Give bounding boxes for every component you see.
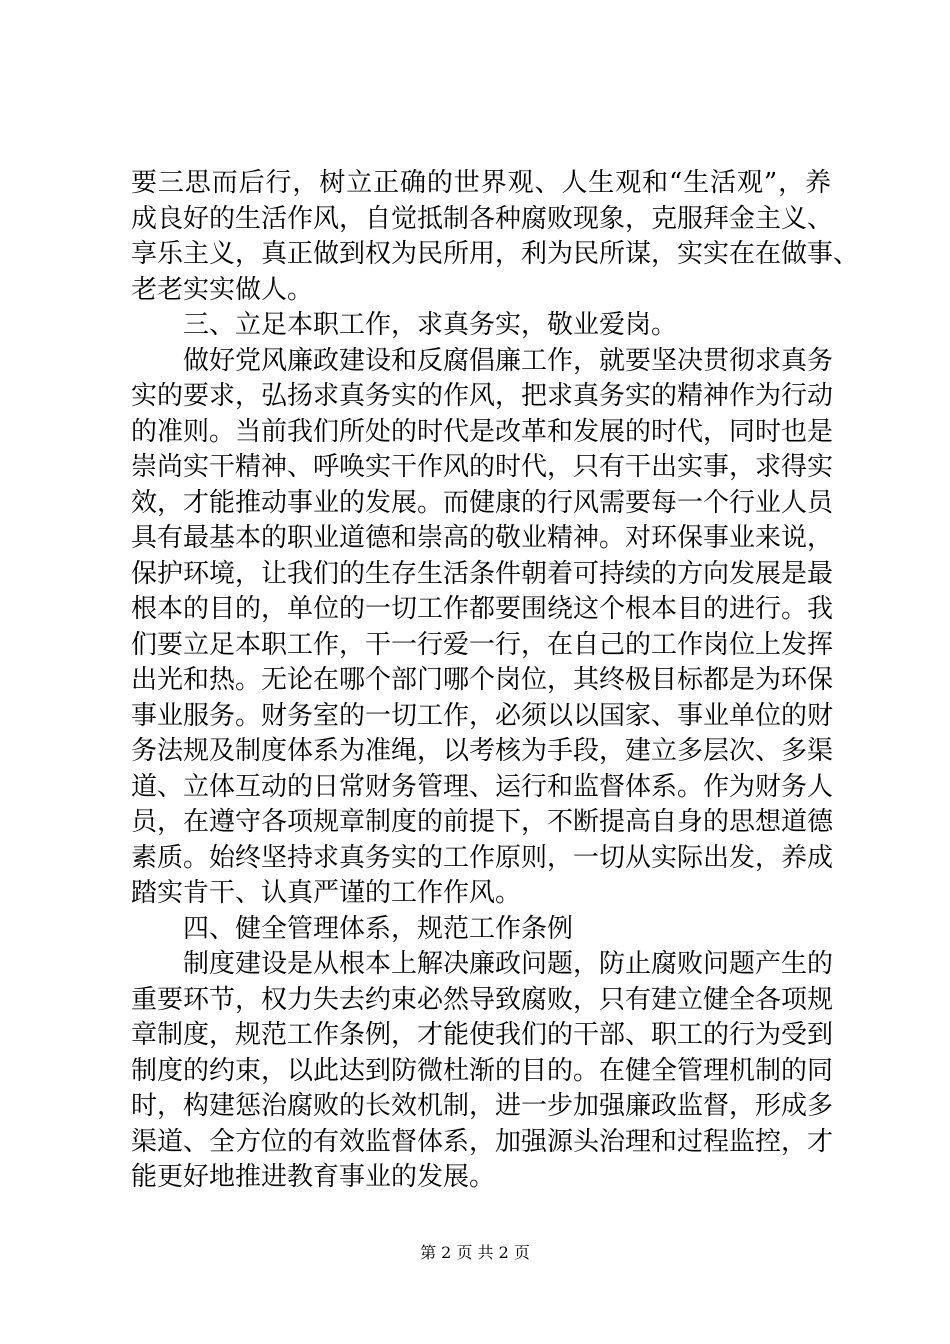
page-footer: 第 2 页 共 2 页 [420,1243,530,1262]
text-line: 务法规及制度体系为准绳，以考核为手段，建立多层次、多渠 [131,736,834,766]
body-text [131,166,860,1196]
text-line: 四、健全管理体系，规范工作条例 [183,913,574,944]
text-line: 时，构建惩治腐败的长效机制，进一步加强廉政监督，形成多 [131,1091,834,1121]
text-line: 老老实实做人。 [131,274,314,305]
text-line: 效，才能推动事业的发展。而健康的行风需要每一个行业人员 [131,487,834,518]
text-line: 们要立足本职工作，干一行爱一行，在自己的工作岗位上发挥 [131,629,834,660]
text-line: 素质。始终坚持求真务实的工作原则，一切从实际出发，养成 [131,842,834,873]
text-line: 渠道、全方位的有效监督体系，加强源头治理和过程监控，才 [131,1126,834,1157]
text-line: 重要环节，权力失去约束必然导致腐败，只有建立健全各项规 [131,984,834,1015]
text-line: 做好党风廉政建设和反腐倡廉工作，就要坚决贯彻求真务 [183,345,834,376]
text-line: 要三思而后行，树立正确的世界观、人生观和“生活观”，养 [131,168,831,198]
text-line: 根本的目的，单位的一切工作都要围绕这个根本目的进行。我 [131,594,834,624]
text-line: 崇尚实干精神、呼唤实干作风的时代，只有干出实事，求得实 [131,452,834,482]
text-line: 实的要求，弘扬求真务实的作风，把求真务实的精神作为行动 [131,381,834,411]
text-line: 事业服务。财务室的一切工作，必须以以国家、事业单位的财 [131,700,834,731]
text-line: 的准则。当前我们所处的时代是改革和发展的时代，同时也是 [131,416,834,447]
text-line: 能更好地推进教育事业的发展。 [131,1162,496,1192]
text-line: 章制度，规范工作条例，才能使我们的干部、职工的行为受到 [131,1020,834,1050]
text-line: 员，在遵守各项规章制度的前提下，不断提高自身的思想道德 [131,807,834,837]
text-line: 保护环境，让我们的生存生活条件朝着可持续的方向发展是最 [131,558,834,589]
text-line: 享乐主义，真正做到权为民所用，利为民所谋，实实在在做事、 [131,239,860,269]
text-line: 出光和热。无论在哪个部门哪个岗位，其终极目标都是为环保 [131,665,834,695]
text-line: 道、立体互动的日常财务管理、运行和监督体系。作为财务人 [131,771,834,802]
text-line: 三、立足本职工作，求真务实，敬业爱岗。 [183,310,678,340]
text-line: 具有最基本的职业道德和崇高的敬业精神。对环保事业来说， [131,523,834,553]
text-line: 制度的约束，以此达到防微杜渐的目的。在健全管理机制的同 [131,1055,834,1086]
text-line: 制度建设是从根本上解决廉政问题，防止腐败问题产生的 [183,949,834,979]
text-line: 踏实肯干、认真严谨的工作作风。 [131,878,522,908]
text-line: 成良好的生活作风，自觉抵制各种腐败现象，克服拜金主义、 [131,203,834,234]
